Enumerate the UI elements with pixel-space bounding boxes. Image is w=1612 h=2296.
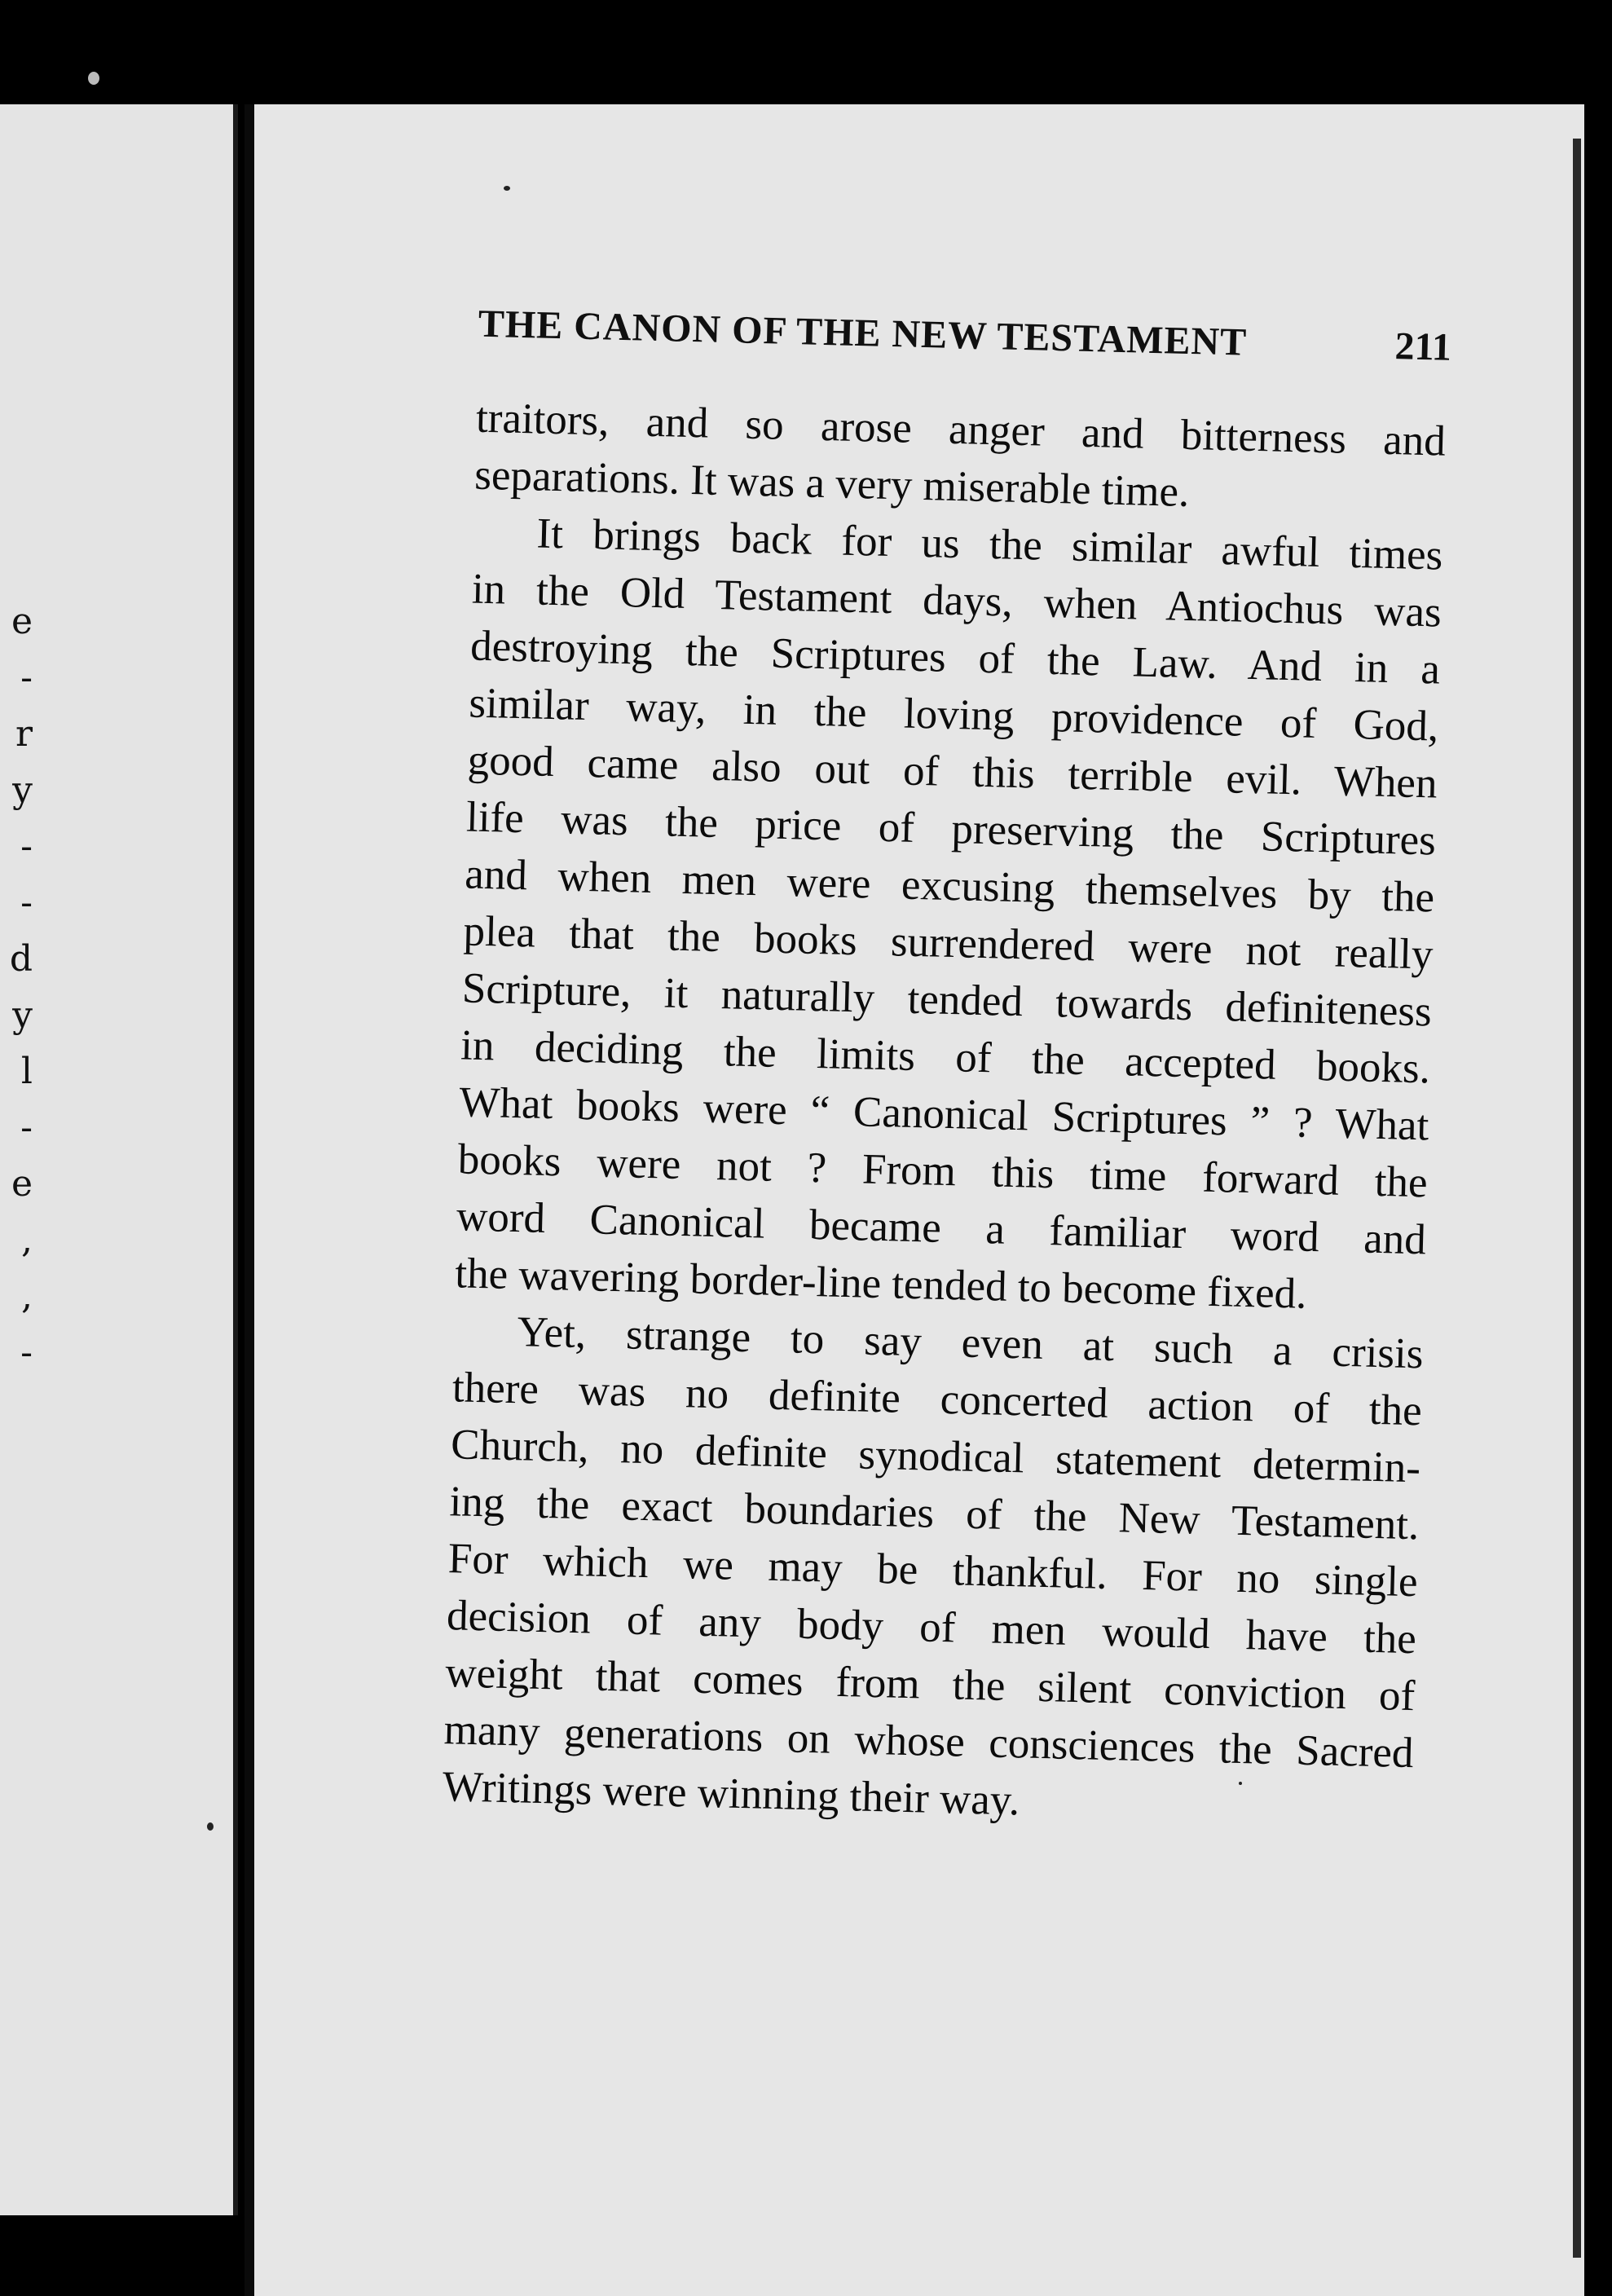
text-line: many generations on whose consciences the Sacred xyxy=(443,1706,1415,1778)
text-line: For which we may be thankful. For no single xyxy=(447,1535,1419,1606)
text-line: in deciding the limits of the accepted books. xyxy=(460,1021,1431,1093)
margin-char: - xyxy=(20,882,33,923)
text-line: ing the exact boundaries of the New Testament. xyxy=(448,1478,1420,1549)
margin-char: r xyxy=(15,713,33,755)
margin-char: , xyxy=(21,1219,33,1261)
text-line: destroying the Scriptures of the Law. And in a xyxy=(469,622,1441,694)
page-number: 211 xyxy=(1394,324,1452,369)
margin-char: - xyxy=(20,657,33,698)
margin-char: y xyxy=(12,994,33,1036)
running-head: THE CANON OF THE NEW TESTAMENT xyxy=(478,302,1248,364)
text-line: books were not ? From this time forward the xyxy=(457,1135,1429,1207)
text-line: life was the price of preserving the Scriptures xyxy=(465,793,1437,865)
body-text xyxy=(442,390,1446,1840)
text-line: and when men were excusing themselves by the xyxy=(464,850,1435,922)
text-line: traitors, and so arose anger and bitterness and xyxy=(475,394,1447,465)
margin-char: - xyxy=(20,1332,33,1373)
text-line: decision of any body of men would have the xyxy=(446,1592,1417,1664)
text-line: It brings back for us the similar awful times xyxy=(535,509,1444,580)
text-line: weight that comes from the silent conviction of xyxy=(444,1649,1416,1721)
text-line: separations. It was a very miserable time. xyxy=(473,451,1190,517)
text-line: in the Old Testament days, when Antiochus was xyxy=(471,565,1442,637)
text-line: Scripture, it naturally tended towards definiteness xyxy=(461,964,1433,1036)
text-line: good came also out of this terrible evil. When xyxy=(467,736,1438,808)
margin-char: - xyxy=(20,826,33,867)
margin-char: , xyxy=(21,1276,33,1317)
margin-char: e xyxy=(11,1163,33,1205)
text-line: What books were “ Canonical Scriptures ” ? What xyxy=(458,1078,1429,1150)
margin-char: y xyxy=(12,769,33,811)
text-line: plea that the books surrendered were not really xyxy=(463,907,1434,979)
margin-char: e xyxy=(11,601,33,642)
margin-char: d xyxy=(9,938,33,980)
text-line: there was no definite concerted action of the xyxy=(451,1364,1423,1435)
text-line: Church, no definite synodical statement determin- xyxy=(450,1421,1421,1492)
text-line: Writings were winning their way. xyxy=(442,1763,1020,1825)
text-line: similar way, in the loving providence of God, xyxy=(468,679,1439,751)
text-line: Yet, strange to say even at such a crisis xyxy=(517,1308,1425,1378)
text-line: the wavering border-line tended to become fixed. xyxy=(454,1249,1308,1318)
margin-char: l xyxy=(20,1051,33,1092)
margin-char: - xyxy=(20,1107,33,1148)
text-line: word Canonical became a familiar word and xyxy=(456,1192,1427,1264)
